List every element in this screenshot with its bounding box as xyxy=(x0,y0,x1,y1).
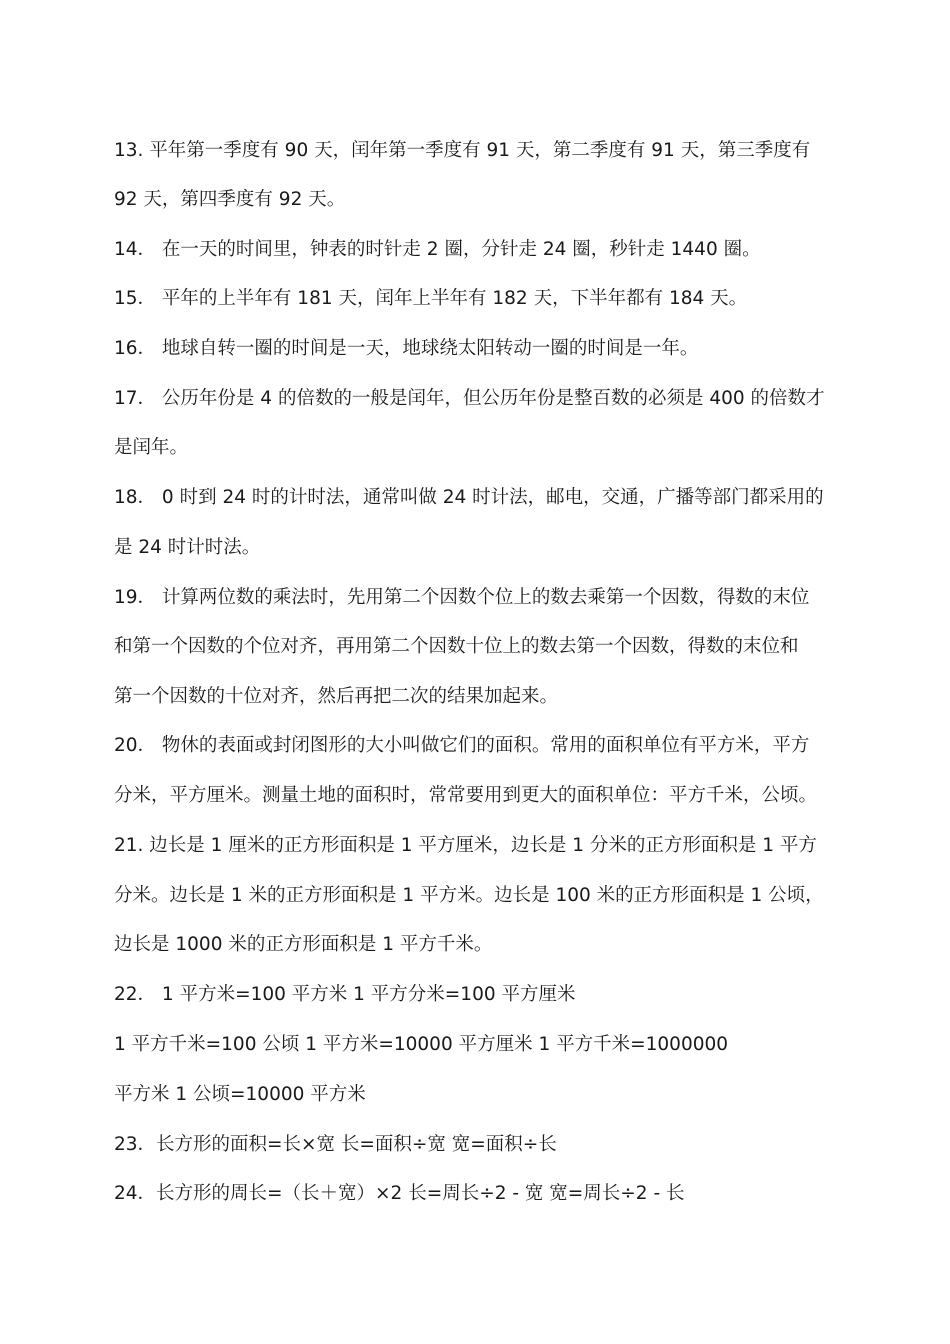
text-line: 17． 公历年份是 4 的倍数的一般是闰年，但公历年份是整百数的必须是 400 的倍数才 xyxy=(114,388,825,409)
text-line: 边长是 1000 米的正方形面积是 1 平方千米。 xyxy=(114,934,493,955)
text-line: 18． 0 时到 24 时的计时法，通常叫做 24 时计法，邮电，交通，广播等部门都采用的 xyxy=(114,487,824,508)
text-line: 平方米 1 公顷=10000 平方米 xyxy=(114,1084,366,1105)
text-line: 14． 在一天的时间里，钟表的时针走 2 圈，分针走 24 圈，秒针走 1440 圈。 xyxy=(114,239,761,260)
text-line: 92 天，第四季度有 92 天。 xyxy=(114,189,346,210)
text-line: 24．长方形的周长=（长＋宽）×2 长=周长÷2 - 宽 宽=周长÷2 - 长 xyxy=(114,1183,685,1204)
text-line: 是闰年。 xyxy=(114,437,189,458)
text-line: 19． 计算两位数的乘法时，先用第二个因数个位上的数去乘第一个因数，得数的末位 xyxy=(114,587,810,608)
text-line: 21. 边长是 1 厘米的正方形面积是 1 平方厘米，边长是 1 分米的正方形面积是 1 平方 xyxy=(114,835,817,856)
text-line: 1 平方千米=100 公顷 1 平方米=10000 平方厘米 1 平方千米=1000000 xyxy=(114,1034,729,1055)
text-line: 分米。边长是 1 米的正方形面积是 1 平方米。边长是 100 米的正方形面积是 1 公顷， xyxy=(114,885,824,906)
text-line: 第一个因数的十位对齐，然后再把二次的结果加起来。 xyxy=(114,686,559,707)
text-line: 16． 地球自转一圈的时间是一天，地球绕太阳转动一圈的时间是一年。 xyxy=(114,338,699,359)
text-line: 分米，平方厘米。测量土地的面积时，常常要用到更大的面积单位：平方千米，公顷。 xyxy=(114,785,818,806)
text-line: 20． 物休的表面或封闭图形的大小叫做它们的面积。常用的面积单位有平方米，平方 xyxy=(114,735,810,756)
text-line: 23．长方形的面积=长×宽 长=面积÷宽 宽=面积÷长 xyxy=(114,1134,557,1155)
text-line: 15． 平年的上半年有 181 天，闰年上半年有 182 天，下半年都有 184 天。 xyxy=(114,288,748,309)
text-line: 和第一个因数的个位对齐，再用第二个因数十位上的数去第一个因数，得数的末位和 xyxy=(114,636,799,657)
text-line: 13. 平年第一季度有 90 天，闰年第一季度有 91 天，第二季度有 91 天，第三季度有 xyxy=(114,140,811,161)
text-line: 是 24 时计时法。 xyxy=(114,537,261,558)
text-line: 22． 1 平方米=100 平方米 1 平方分米=100 平方厘米 xyxy=(114,984,576,1005)
